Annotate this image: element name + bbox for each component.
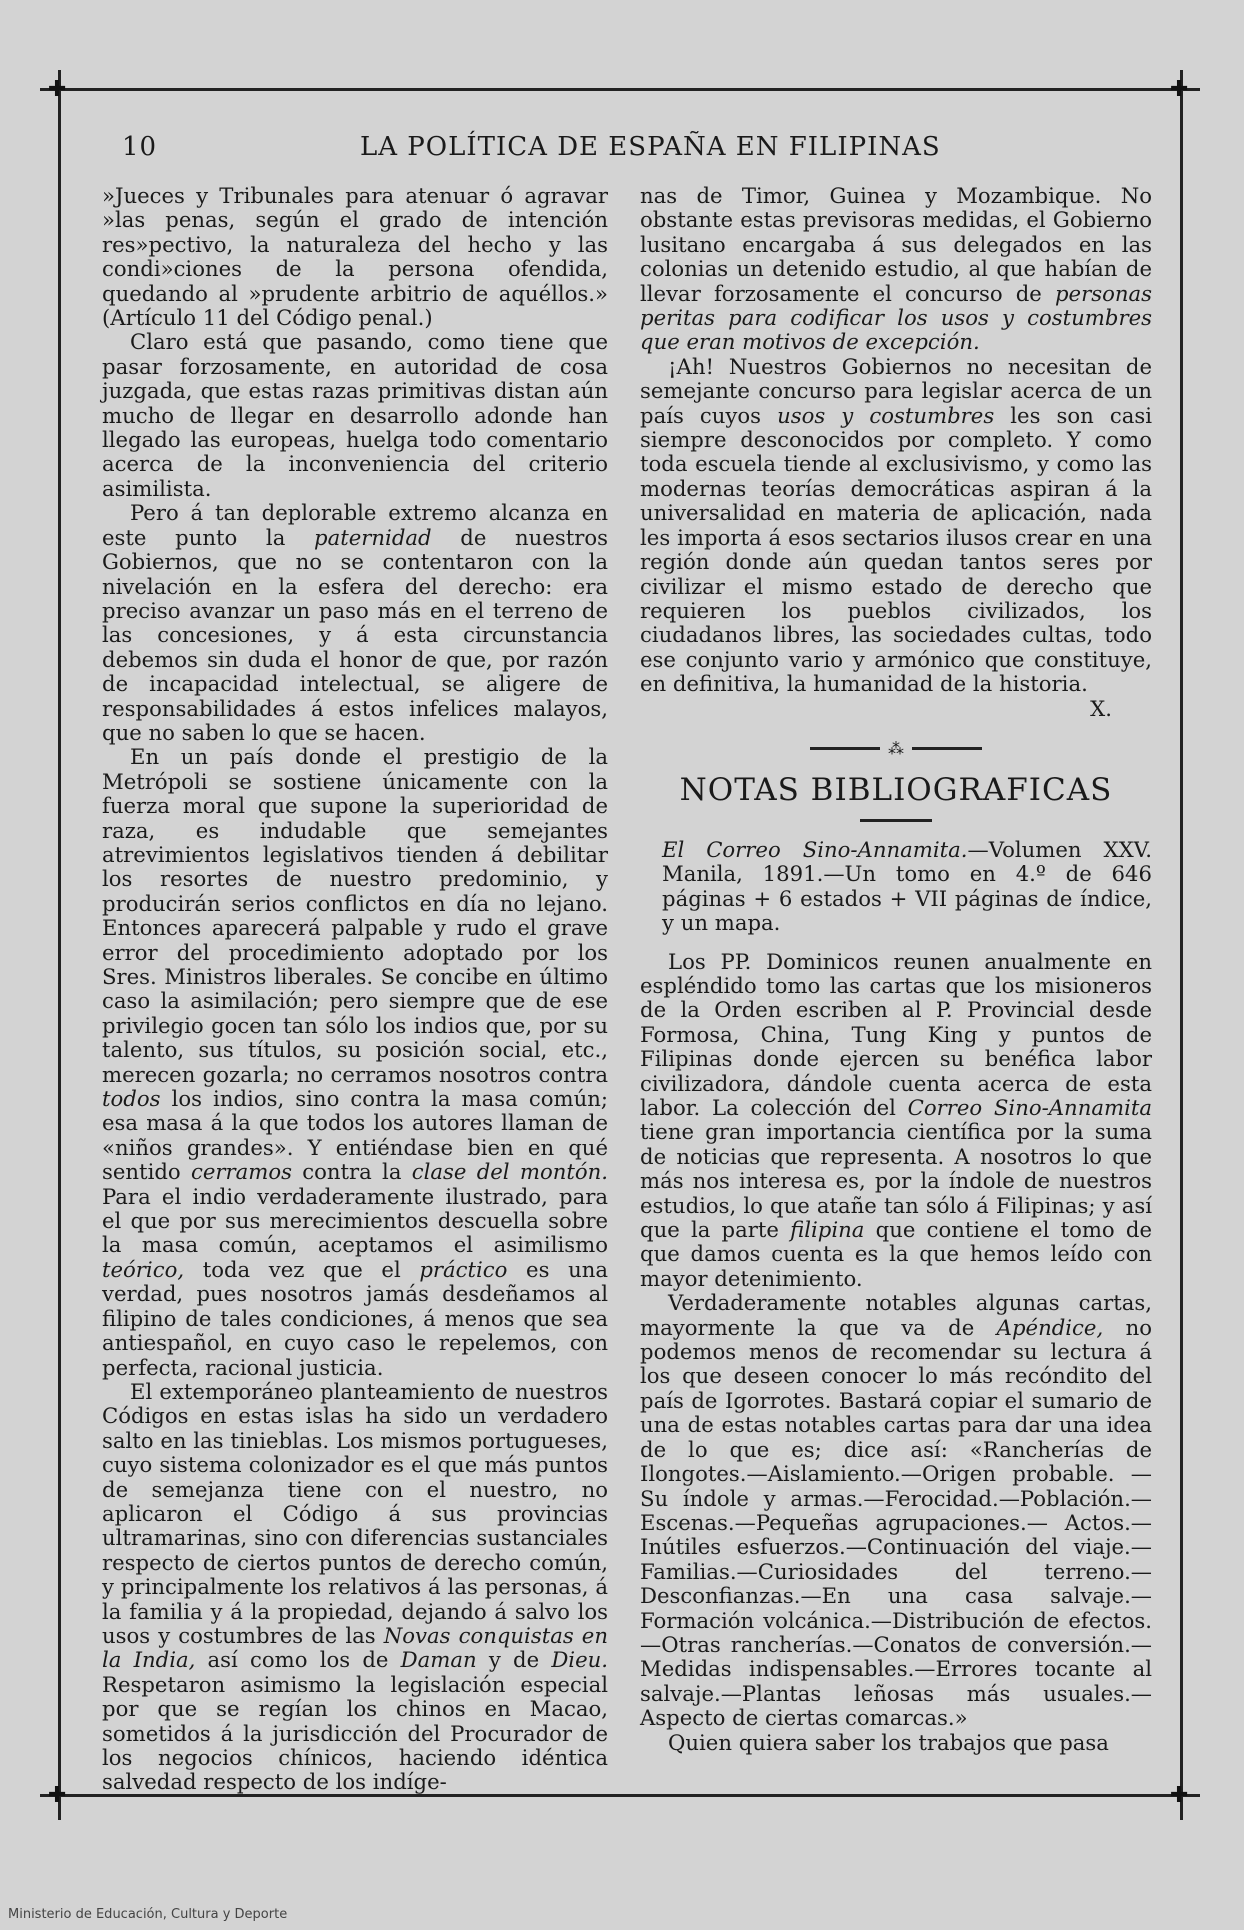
paragraph: [102, 501, 608, 745]
text-run: tiene gran importancia científica por la suma de noticias que representa. A nosotros lo que más nos interesa es, por la índole de nuestros estudios, lo que atañe tan sólo á Filipinas; y así que la parte: [640, 1119, 1152, 1243]
italic-run: El Correo Sino-Annamita.: [662, 836, 968, 862]
italic-run: paternidad: [314, 524, 432, 550]
page-number: 10: [122, 132, 158, 162]
text-run: nas de Timor, Guinea y Mozambique. No obstante estas previsoras medidas, el Gobierno lusitano encargaba á sus delegados en las colonias un detenido estudio, al que habían de llevar forzosamente el concurso de: [640, 183, 1152, 306]
section-title: NOTAS BIBLIOGRAFICAS: [679, 771, 1113, 808]
text-run: Pero á tan deplorable extremo alcanza en este punto la: [102, 500, 608, 550]
text-run: les son casi siempre desconocidos por completo. Y como toda escuela tiende al exclusivismo, y como las modernas teorías democráticas aspiran á la universalidad en materia de aplicación, nada les importa á esos sectarios ilusos crear en una región donde aún quedan tantos seres por civilizar el mismo estado de derecho que requieren los pueblos civilizados, los ciudadanos libres, las sociedades cultas, todo ese conjunto vario y armónico que constituye, en definitiva, la humanidad de la historia.: [640, 402, 1152, 697]
page-header: [112, 132, 1152, 168]
italic-run: clase del montón.: [411, 1159, 609, 1185]
text-run: —Volumen XXV. Manila, 1891.—Un tomo en 4.º de 646 páginas + 6 estados + VII páginas de índice, y un mapa.: [662, 836, 1152, 936]
paragraph: »Jueces y Tribunales para atenuar ó agravar »las penas, según el grado de intención res»pectivo, la naturaleza del hecho y las condi»ciones de la persona ofendida, quedando al »prudente arbitrio de aquéllos.» (Artículo 11 del Código penal.): [102, 183, 608, 331]
text-run: contra la: [291, 1159, 412, 1185]
corner-ornament-top-right: ✚: [1170, 77, 1189, 102]
paragraph: Quien quiera saber los trabajos que pasa: [668, 1729, 1109, 1755]
paragraph: [640, 184, 1152, 355]
italic-run: Correo Sino-Annamita: [907, 1095, 1152, 1120]
text-run: ¡Ah! Nuestros Gobiernos no necesitan de semejante concurso para legislar acerca de un país cuyos: [640, 353, 1152, 428]
title-underline: [860, 819, 932, 822]
text-run: que contiene el tomo de que damos cuenta es la que hemos leído con mayor detenimiento.: [640, 1217, 1152, 1291]
text-run: Respetaron asimismo la legislación especial por que se regían los chinos en Macao, sometidos á la jurisdicción del Procurador de los negocios chínicos, haciendo idéntica salvedad respecto de los indíge-: [102, 1671, 608, 1795]
left-column: [102, 184, 608, 1795]
text-run: y de: [476, 1647, 552, 1673]
fleuron-icon: ⁂: [888, 738, 904, 758]
right-rule: [1180, 70, 1183, 1820]
text-run: Para el indio verdaderamente ilustrado, para el que por sus merecimientos descuella sobre la masa común, aceptamos el asimilismo: [102, 1183, 608, 1258]
italic-run: Apéndice,: [996, 1314, 1104, 1340]
text-run: los indios, sino contra la masa común; esa masa á la que todos los autores llaman de «niños grandes». Y entiéndase bien en qué sentido: [102, 1086, 608, 1185]
italic-run: Dieu.: [551, 1647, 608, 1673]
running-title: LA POLÍTICA DE ESPAÑA EN FILIPINAS: [360, 132, 941, 162]
text-run: así como los de: [195, 1647, 401, 1673]
right-column: [640, 184, 1152, 1755]
text-run: Los PP. Dominicos reunen anualmente en espléndido tomo las cartas que los misioneros de la Orden escriben al P. Provincial desde Formosa, China, Tung King y puntos de Filipinas donde ejercen su benéfica labor civilizadora, dándole cuenta acerca de esta labor. La colección del: [640, 948, 1152, 1120]
author-signature: X.: [1090, 695, 1112, 721]
text-run: de nuestros Gobiernos, que no se contentaron con la nivelación en la esfera del derecho: era preciso avanzar un paso más en el terreno de las concesiones, y á esta circunstancia debemos sin duda el honor de que, por razón de incapacidad intelectual, se aligere de responsabilidades á estos infelices malayos, que no saben lo que se hacen.: [102, 524, 608, 745]
paragraph: [102, 1380, 608, 1795]
paragraph: [640, 1291, 1152, 1730]
corner-ornament-bottom-right: ✚: [1170, 1783, 1189, 1808]
top-rule: [40, 88, 1200, 91]
bibliographic-entry: [640, 838, 1152, 936]
paragraph: Claro está que pasando, como tiene que pasar forzosamente, en autoridad de cosa juzgada, que estas razas primitivas distan aún mucho de llegar en desarrollo adonde han llegado las europeas, huelga todo comentario acerca de la inconveniencia del criterio asimilista.: [102, 329, 608, 501]
paragraph: [102, 745, 608, 1380]
corner-ornament-top-left: ✚: [48, 77, 67, 102]
divider-bar: [810, 747, 880, 750]
corner-ornament-bottom-left: ✚: [48, 1783, 67, 1808]
italic-run: práctico: [419, 1256, 508, 1282]
paragraph: [640, 355, 1152, 697]
text-run: El extemporáneo planteamiento de nuestros Códigos en estas islas ha sido un verdadero salto en las tinieblas. Los mismos portugueses, cuyo sistema colonizador es el que más puntos de semejanza tiene con el nuestro, no aplicaron el Código á sus provincias ultramarinas, sino con diferencias sustanciales respecto de ciertos puntos de derecho común, y principalmente los relativos á las personas, á la familia y á la propiedad, dejando á salvo los usos y costumbres de las: [102, 1378, 608, 1648]
text-run: En un país donde el prestigio de la Metrópoli se sostiene únicamente con la fuerza moral que supone la superioridad de raza, es indudable que semejantes atrevimientos legislativos tienden á debilitar los resortes de nuestro predominio, y producirán serios conflictos en día no lejano. Entonces aparecerá palpable y rudo el grave error del procedimiento adoptado por los Sres. Ministros liberales. Se concibe en último caso la asimilación; pero siempre que de ese privilegio gocen tan sólo los indios que, por su talento, sus títulos, su posición social, etc., merecen gozarla; no cerramos nosotros contra: [102, 744, 608, 1087]
left-rule: [58, 70, 61, 1820]
paragraph: [640, 950, 1152, 1292]
italic-run: usos y costumbres: [777, 402, 995, 428]
italic-run: Daman: [400, 1647, 477, 1673]
italic-run: filipina: [790, 1217, 865, 1243]
text-run: es una verdad, pues nosotros jamás desdeñamos al filipino de tales condiciones, á menos que sea antiespañol, en cuyo caso le repelemos, con perfecta, racional justicia.: [102, 1256, 608, 1380]
footer-credit: Ministerio de Educación, Cultura y Deporte: [8, 1907, 288, 1922]
text-run: toda vez que el: [184, 1256, 420, 1282]
section-divider: [640, 738, 1152, 758]
divider-bar: [912, 747, 982, 750]
italic-run: Novas conquistas en la India,: [102, 1622, 608, 1673]
italic-run: personas peritas para codificar los usos y costumbres que eran motivos de excepción.: [640, 280, 1152, 355]
text-run: no podemos menos de recomendar su lectura á los que deseen conocer lo más recóndito del país de Igorrotes. Bastará copiar el sumario de una de estas notables cartas para dar una idea de lo que es; dice así: «Rancherías de Ilongotes.—Aislamiento.—Origen probable. —Su índole y armas.—Ferocidad.—Población.—Escenas.—Pequeñas agrupaciones.— Actos.—Inútiles esfuerzos.—Continuación del viaje.—Familias.—Curiosidades del terreno.—Desconfianzas.—En una casa salvaje.—Formación volcánica.—Distribución de efectos.—Otras rancherías.—Conatos de conversión.—Medidas indispensables.—Errores tocante al salvaje.—Plantas leñosas más usuales.—Aspecto de ciertas comarcas.»: [640, 1314, 1152, 1731]
spacer: [640, 936, 1152, 950]
italic-run: cerramos: [190, 1159, 292, 1185]
italic-run: todos: [102, 1086, 161, 1112]
text-run: Verdaderamente notables algunas cartas, mayormente la que va de: [640, 1290, 1152, 1340]
italic-run: teórico,: [102, 1256, 185, 1282]
